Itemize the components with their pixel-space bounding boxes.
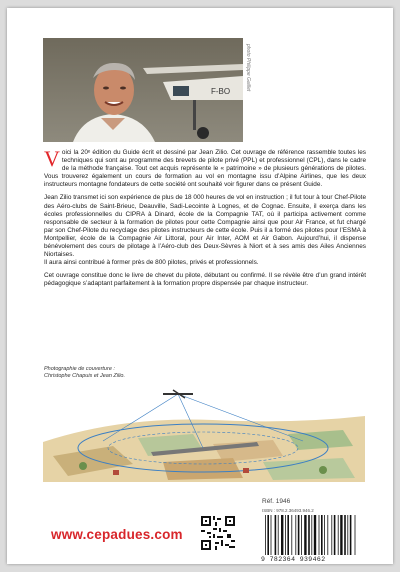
blurb-text — [44, 146, 366, 294]
barcode-bar — [355, 515, 356, 555]
paragraph-intro — [44, 146, 366, 189]
barcode-bar — [311, 515, 312, 555]
publisher-website[interactable]: www.cepadues.com — [51, 527, 183, 542]
book-back-cover — [7, 8, 393, 564]
barcode-bar — [324, 515, 325, 555]
aircraft-registration: F-BO — [211, 87, 231, 96]
drop-cap: V — [44, 146, 60, 171]
photo-credit-vertical: photo Philippe Gaillet — [245, 44, 251, 92]
isbn-digits: 9 782364 939462 — [261, 556, 326, 563]
qr-code — [201, 516, 235, 550]
barcode-bar — [278, 515, 279, 555]
barcode-bar — [327, 515, 328, 555]
barcode-bar — [267, 515, 269, 555]
barcode-bar — [334, 515, 336, 555]
barcode-bar — [350, 515, 352, 555]
barcode-bar — [298, 515, 300, 555]
barcode-bar — [295, 515, 296, 555]
photo-credit-names: Christophe Chapuis et Jean Zilio. — [44, 373, 126, 379]
barcode-bar — [340, 515, 342, 555]
barcode-bar — [271, 515, 272, 555]
barcode-bar — [308, 515, 310, 555]
barcode-bar — [321, 515, 323, 555]
barcode-bar — [331, 515, 332, 555]
barcode-bar — [314, 515, 316, 555]
reference-number: Réf. 1946 — [262, 498, 291, 505]
paragraph-intro-text: oici la 20ᵉ édition du Guide écrit et dessiné par Jean Zilio. Cet ouvrage de référence rassemble toutes les techniques qui sont au programme des brevets de pilote privé (PPL) et professionnel (CPL), dans le cadre de la méthode française. Tout cet acquis représente le « patrimoine » de plusieurs générations de pilotes. Vous trouverez également un cours de formation au vol en montagne issu d’Alpine Airlines, que les deux instructeurs montagne fondateurs de cette société ont souhaité voir figurer dans ce présent Guide. — [44, 149, 366, 189]
isbn-barcode — [261, 515, 361, 560]
barcode-bar — [287, 515, 289, 555]
photo-credit-label: Photographie de couverture : — [44, 366, 115, 372]
barcode-bar — [291, 515, 292, 555]
author-photo — [43, 38, 243, 142]
paragraph-conclusion: Cet ouvrage constitue donc le livre de chevet du pilote, débutant ou confirmé. Il se révèle être d’un grand intérêt pédagogique s’adaptant parfaitement à la formation propre dispensée par chaque instructeur. — [44, 272, 366, 288]
barcode-bar — [301, 515, 302, 555]
paragraph-author-text: Jean Zilio transmet ici son expérience de plus de 18 000 heures de vol en instruction ; il fut tour à tour Chef-Pilote des Aéro-clubs de Saint-Brieuc, Deauville, Sadi-Lecointe à Lognes, et de Cognac. Ensuite, il exerça dans les écoles professionnelles du CIPRA à Dinard, école de la Compagnie TAT, où il participa activement comme responsable de secteur à la formation de pilotes pour cette Compagnie ainsi que pour Air France, et fut chargé par son Chef-Pilote du recyclage des pilotes instructeurs de cette école. Puis il a formé des pilotes pour l’ESMA à Montpellier, école de la Compagnie Air Littoral, pour Air Inter, AOM et Air Gabon. Aujourd’hui, il dispense bénévolement des cours de pilotage à l’Aéro-club des Deux-Sèvres à Niort et à ses amis des Ailes Anciennes Niortaises. — [44, 194, 366, 259]
barcode-bar — [319, 515, 320, 555]
aerial-illustration — [43, 386, 365, 482]
paragraph-author-summary: Il aura ainsi contribué à former près de 800 pilotes, privés et professionnels. — [44, 259, 259, 267]
barcode-bar — [265, 515, 266, 555]
barcode-bar — [304, 515, 306, 555]
barcode-bar — [344, 515, 346, 555]
barcode-bar — [285, 515, 286, 555]
barcode-bar — [275, 515, 277, 555]
barcode-bar — [338, 515, 339, 555]
isbn-label: ISBN : 978.2.36493.946.2 — [262, 508, 314, 513]
barcode-bar — [281, 515, 283, 555]
barcode-bar — [347, 515, 348, 555]
cover-photo-credit — [44, 366, 125, 380]
paragraph-author — [44, 194, 366, 267]
